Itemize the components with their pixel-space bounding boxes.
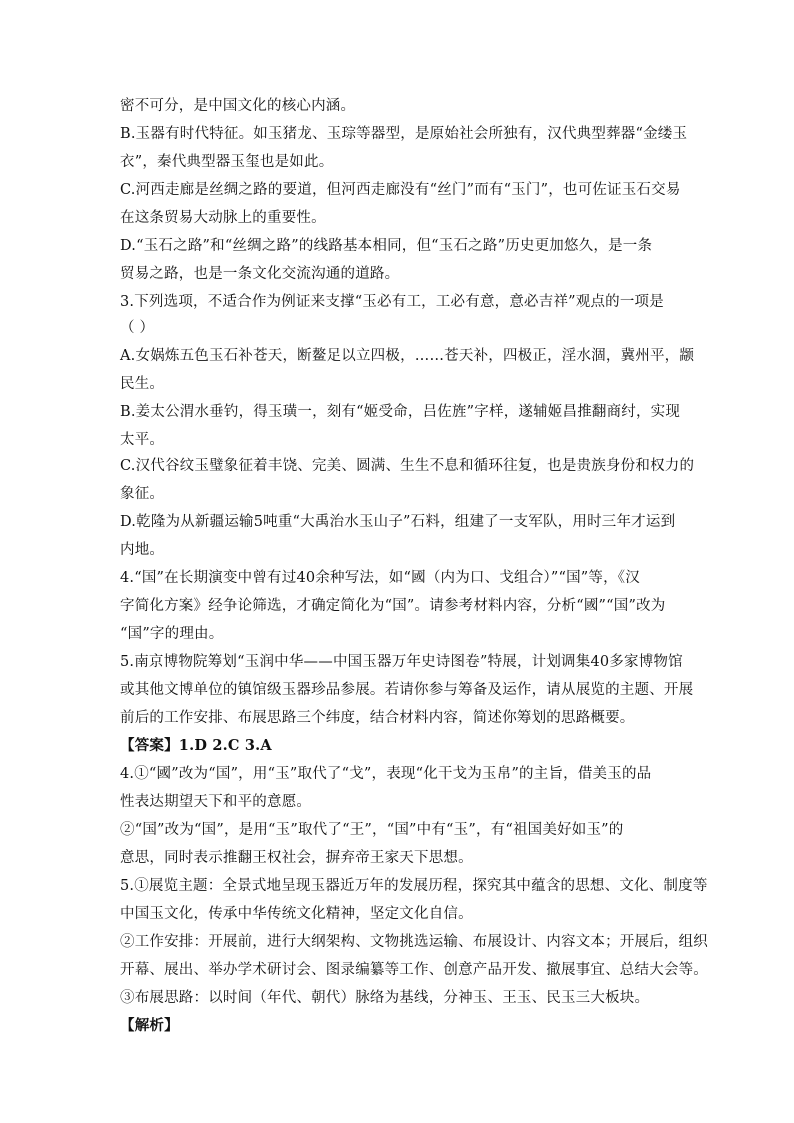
analysis-heading: 【解析】 xyxy=(120,1017,179,1034)
text-line: C.河西走廊是丝绸之路的要道，但河西走廊没有“丝门”而有“玉门”，也可佐证玉石交易 xyxy=(120,182,681,198)
text-line: 性表达期望天下和平的意愿。 xyxy=(120,794,312,810)
option-b-line: B.姜太公渭水垂钓，得玉璜一，刻有“姬受命，吕佐旌”字样，遂辅姬昌推翻商纣，实现 xyxy=(120,404,681,420)
answer-5-line: 5.①展览主题：全景式地呈现玉器近万年的发展历程，探究其中蕴含的思想、文化、制度等 xyxy=(120,878,708,894)
answer-heading: 【答案】1.D 2.C 3.A xyxy=(120,737,272,754)
text-line: 太平。 xyxy=(120,432,165,448)
text-line: ③布展思路：以时间（年代、朝代）脉络为基线，分神玉、王玉、民玉三大板块。 xyxy=(120,990,650,1006)
text-line: 民生。 xyxy=(120,376,165,392)
text-line: ②“国”改为“国”，是用“玉”取代了“王”，“国”中有“玉”，有“祖国美好如玉”的 xyxy=(120,822,624,838)
text-line: 字简化方案》经争论筛选，才确定简化为“国”。请参考材料内容，分析“國”“国”改为 xyxy=(120,598,666,614)
text-line: 内地。 xyxy=(120,542,165,558)
text-line: 密不可分，是中国文化的核心内涵。 xyxy=(120,98,356,114)
answer-blank: （ ） xyxy=(120,320,155,336)
text-line: 中国玉文化，传承中华传统文化精神，坚定文化自信。 xyxy=(120,906,473,922)
text-line: 意思，同时表示推翻王权社会，摒弃帝王家天下思想。 xyxy=(120,850,473,866)
text-line: 前后的工作安排、布展思路三个纬度，结合材料内容，简述你筹划的思路概要。 xyxy=(120,710,635,726)
question-5-line: 5.南京博物院筹划“玉润中华——中国玉器万年史诗图卷”特展，计划调集40多家博物馆 xyxy=(120,654,683,670)
text-line: ②工作安排：开展前，进行大纲架构、文物挑选运输、布展设计、内容文本；开展后，组织 xyxy=(120,934,708,950)
question-4-line: 4.“国”在长期演变中曾有过40余种写法，如“國（内为口、戈组合）”“国”等，《汉 xyxy=(120,570,640,586)
text-line: 贸易之路，也是一条文化交流沟通的道路。 xyxy=(120,266,400,282)
text-line: D.“玉石之路”和“丝绸之路”的线路基本相同，但“玉石之路”历史更加悠久，是一条 xyxy=(120,238,653,254)
question-3-line: 3.下列选项，不适合作为例证来支撑“玉必有工，工必有意，意必吉祥”观点的一项是 xyxy=(120,294,664,310)
text-line: 在这条贸易大动脉上的重要性。 xyxy=(120,210,326,226)
text-line: “国”字的理由。 xyxy=(120,626,224,642)
option-d-line: D.乾隆为从新疆运输5吨重“大禹治水玉山子”石料，组建了一支军队，用时三年才运到 xyxy=(120,514,676,530)
text-line: 开幕、展出、举办学术研讨会、图录编纂等工作、创意产品开发、撤展事宜、总结大会等。 xyxy=(120,962,708,978)
option-a-line: A.女娲炼五色玉石补苍天，断鳌足以立四极，……苍天补，四极正，淫水涸，冀州平，颛 xyxy=(120,348,695,364)
text-line: 衣”，秦代典型器玉玺也是如此。 xyxy=(120,154,334,170)
text-line: 或其他文博单位的镇馆级玉器珍品参展。若请你参与筹备及运作，请从展览的主题、开展 xyxy=(120,682,694,698)
text-line: 象征。 xyxy=(120,486,165,502)
option-c-line: C.汉代谷纹玉璧象征着丰饶、完美、圆满、生生不息和循环往复，也是贵族身份和权力的 xyxy=(120,458,695,474)
answer-4-line: 4.①“國”改为“国”，用“玉”取代了“戈”，表现“化干戈为玉帛”的主旨，借美玉的品 xyxy=(120,766,652,782)
text-line: B.玉器有时代特征。如玉猪龙、玉琮等器型，是原始社会所独有，汉代典型葬器“金缕玉 xyxy=(120,126,688,142)
